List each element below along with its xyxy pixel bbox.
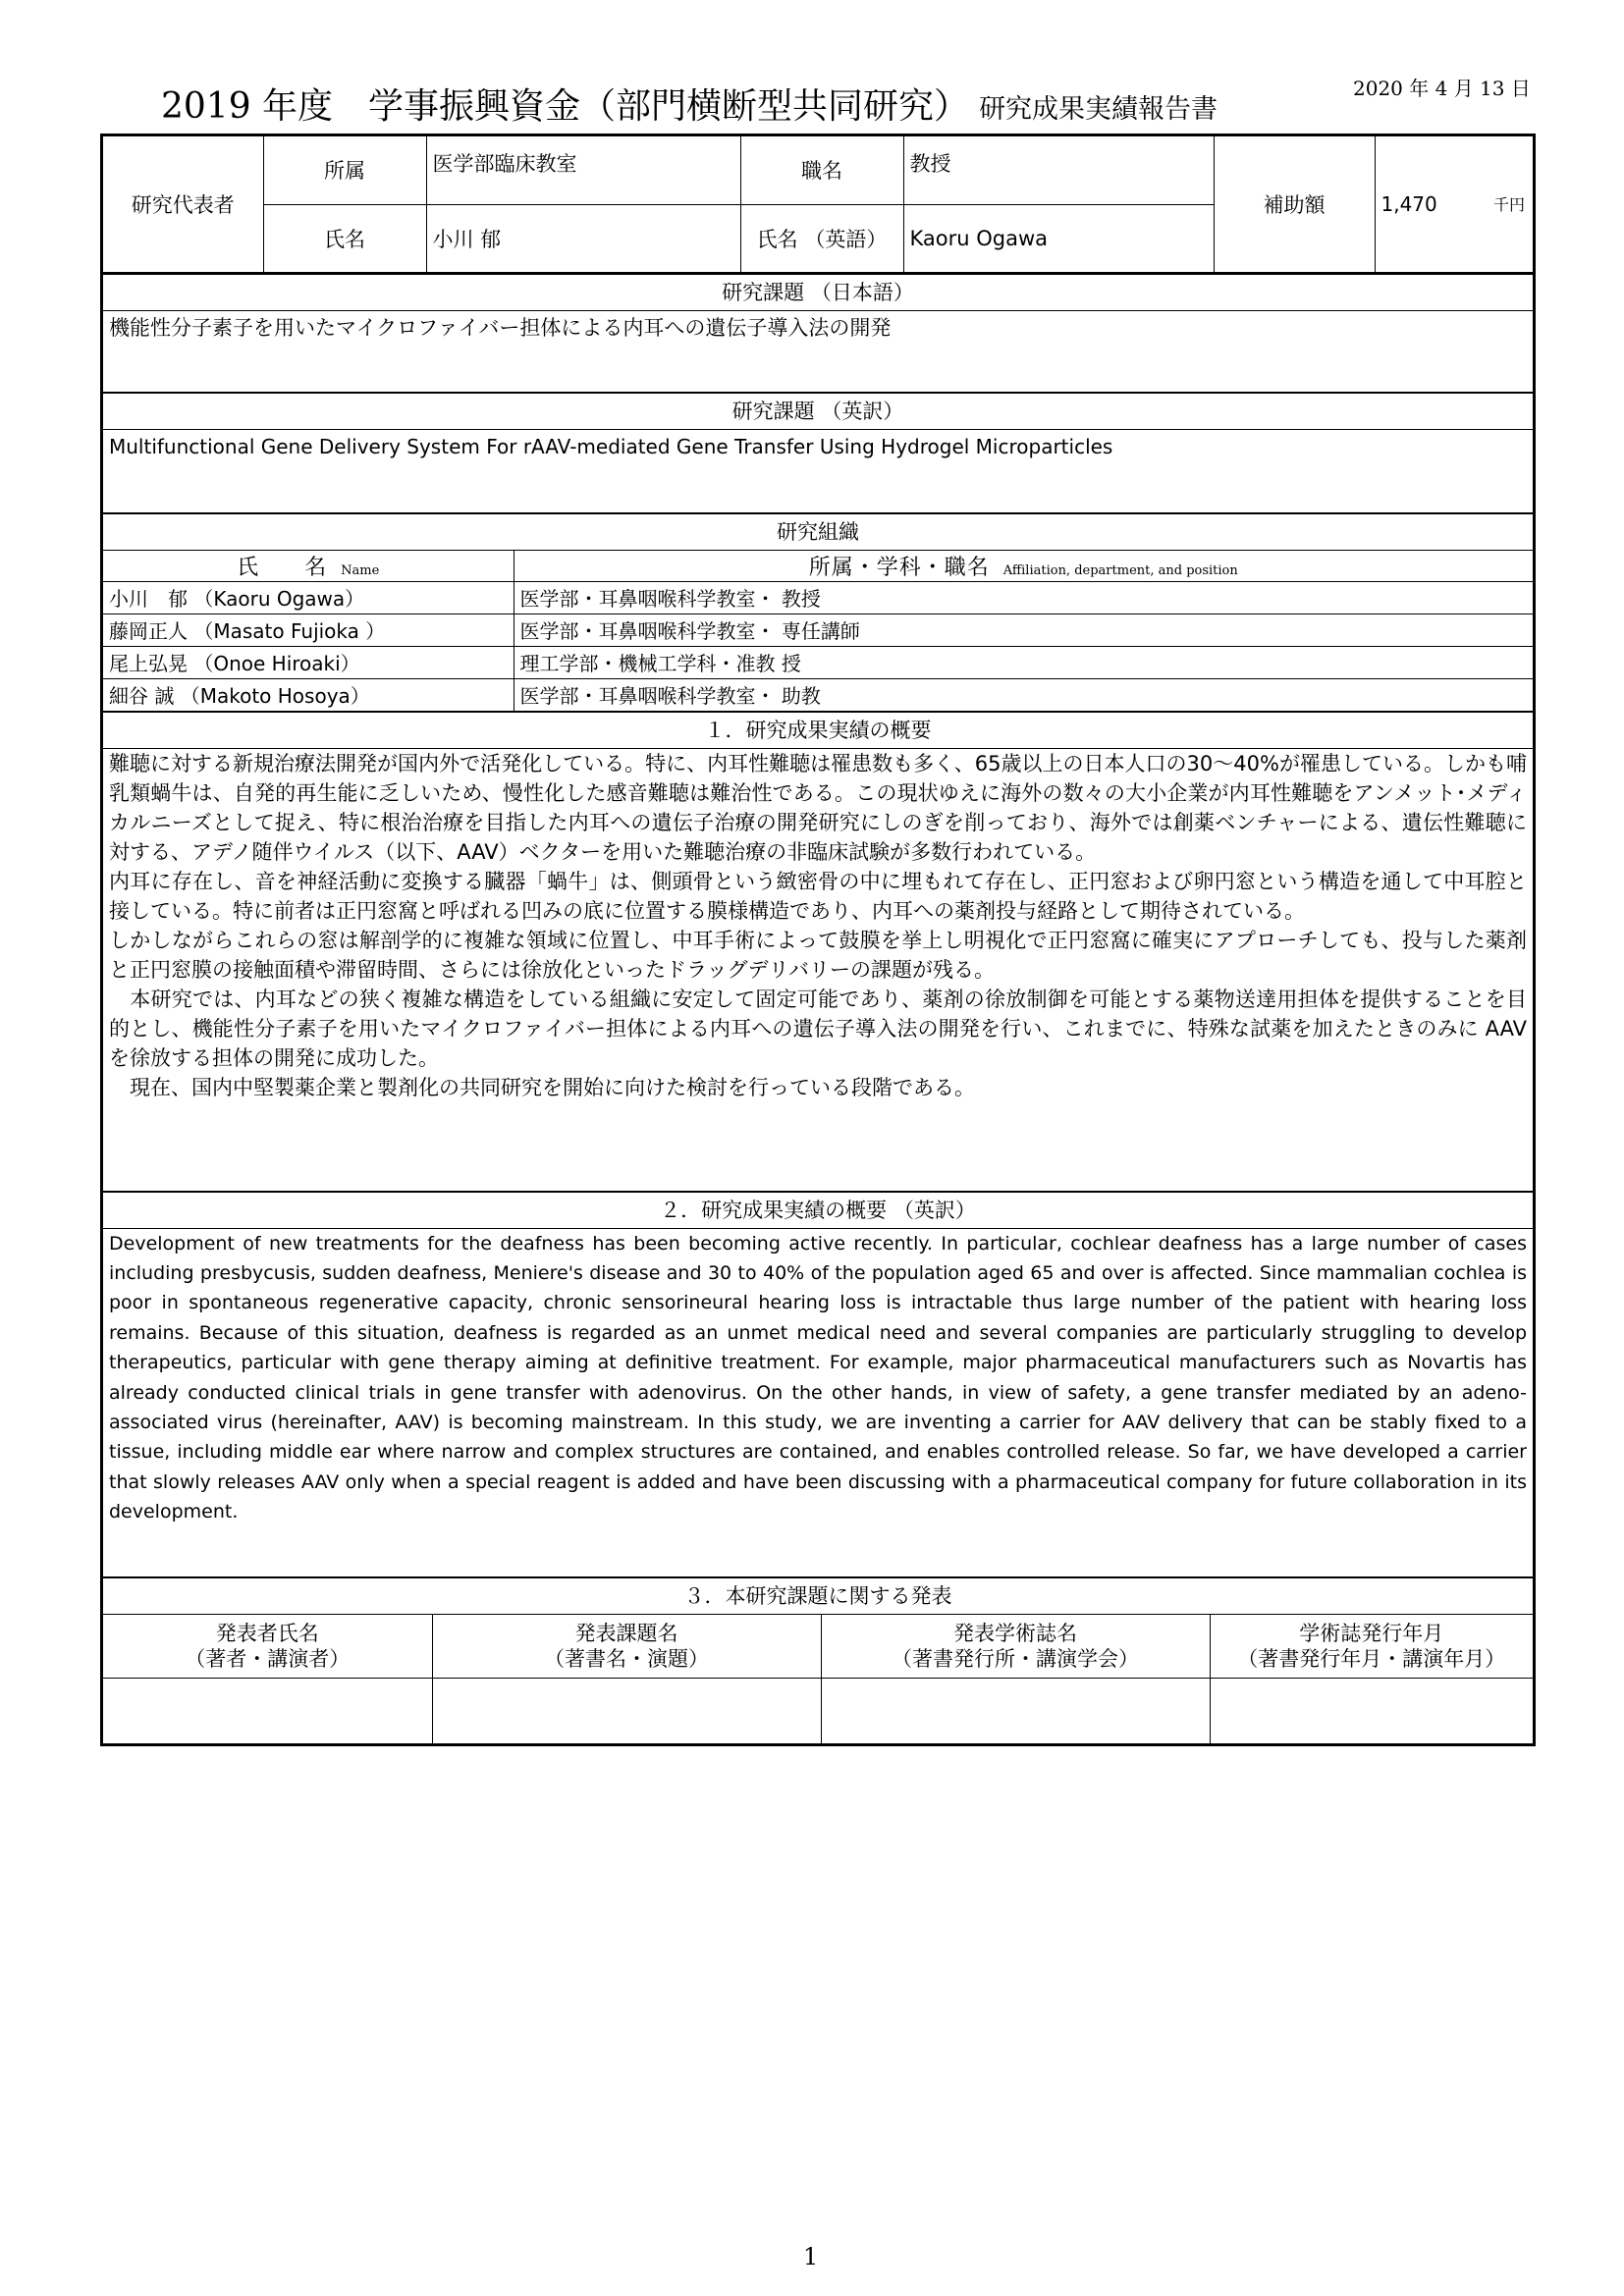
member-name: 尾上弘晃 （Onoe Hiroaki）: [103, 646, 514, 678]
summary-jp-body: [103, 749, 1533, 1191]
table-row: [103, 614, 1533, 646]
pub-col-author: 発表者氏名 （著者・講演者）: [103, 1614, 432, 1678]
summary-en-heading: ２．研究成果実績の概要 （英訳）: [103, 1191, 1533, 1229]
member-name: 細谷 誠 （Makoto Hosoya）: [103, 678, 514, 711]
document-title: [161, 79, 1218, 129]
summary-en-body: [103, 1229, 1533, 1576]
pub-journal-cell: [821, 1678, 1210, 1743]
name-en-label: 氏名 （英語）: [740, 204, 903, 272]
org-col-affiliation: 所属・学科・職名 Affiliation, department, and position: [514, 550, 1533, 581]
topic-jp-heading: 研究課題 （日本語）: [103, 273, 1533, 311]
name-value: 小川 郁: [426, 204, 740, 272]
summary-jp-paragraph: しかしながらこれらの窓は解剖学的に複雑な領域に位置し、中耳手術によって鼓膜を挙上し明視化で正円窓窩に確実にアプローチしても、投与した薬剤と正円窓膜の接触面積や滞留時間、さらには徐放化といったドラッグデリバリーの課題が残る。: [109, 928, 1527, 982]
member-affiliation: 医学部・耳鼻咽喉科学教室・ 専任講師: [514, 614, 1533, 646]
org-col-name: 氏 名 Name: [103, 550, 514, 581]
name-en-value: Kaoru Ogawa: [903, 204, 1214, 272]
topic-jp-text: 機能性分子素子を用いたマイクロファイバー担体による内耳への遺伝子導入法の開発: [109, 315, 892, 340]
affiliation-label: 所属: [263, 136, 426, 204]
pub-col-title: 発表課題名 （著書名・演題）: [432, 1614, 821, 1678]
grant-label: 補助額: [1214, 136, 1375, 272]
table-row: [103, 581, 1533, 614]
table-row: [103, 1678, 1533, 1743]
pub-author-cell: [103, 1678, 432, 1743]
topic-en-heading: 研究課題 （英訳）: [103, 392, 1533, 430]
title-subtitle: 研究成果実績報告書: [979, 94, 1218, 125]
position-value: 教授: [903, 136, 1214, 204]
publications-heading: ３．本研究課題に関する発表: [103, 1576, 1533, 1614]
organization-table: [103, 550, 1533, 711]
grant-cell: [1375, 136, 1533, 272]
publications-header-row: [103, 1614, 1533, 1678]
table-row: [103, 646, 1533, 678]
title-main: 2019 年度 学事振興資金（部門横断型共同研究）: [161, 86, 970, 127]
summary-jp-paragraph: 難聴に対する新規治療法開発が国内外で活発化している。特に、内耳性難聴は罹患数も多く、65歳以上の日本人口の30～40%が罹患している。しかも哺乳類蝸牛は、自発的再生能に乏しいため、慢性化した感音難聴は難治性である。この現状ゆえに海外の数々の大小企業が内耳性難聴をアンメット･メディカルニーズとして捉え、特に根治治療を目指した内耳への遺伝子治療の開発研究にしのぎを削っており、海外では創薬ベンチャーによる、遺伝性難聴に対する、アデノ随伴ウイルス（以下、AAV）ベクターを用いた難聴治療の非臨床試験が多数行われている。: [109, 751, 1527, 864]
publications-table: [103, 1614, 1533, 1743]
representative-label: 研究代表者: [103, 136, 263, 272]
grant-unit: 千円: [1492, 194, 1525, 214]
topic-en-text: Multifunctional Gene Delivery System For rAAV-mediated Gene Transfer Using Hydrogel Microparticles: [109, 434, 1113, 458]
member-affiliation: 医学部・耳鼻咽喉科学教室・ 教授: [514, 581, 1533, 614]
pub-title-cell: [432, 1678, 821, 1743]
summary-jp-paragraph: 内耳に存在し、音を神経活動に変換する臓器「蝸牛」は、側頭骨という緻密骨の中に埋もれて存在し、正円窓および卵円窓という構造を通して中耳腔と接している。特に前者は正円窓窩と呼ばれる凹みの底に位置する膜様構造であり、内耳への薬剤投与経路として期待されている。: [109, 869, 1527, 923]
representative-table: [103, 136, 1533, 273]
member-name: 藤岡正人 （Masato Fujioka ）: [103, 614, 514, 646]
organization-header-row: [103, 550, 1533, 581]
report-form: [100, 133, 1536, 1746]
report-date: 2020 年 4 月 13 日: [1353, 77, 1531, 100]
pub-col-journal: 発表学術誌名 （著書発行所・講演学会）: [821, 1614, 1210, 1678]
organization-heading: 研究組織: [103, 512, 1533, 550]
affiliation-value: 医学部臨床教室: [426, 136, 740, 204]
name-label: 氏名: [263, 204, 426, 272]
member-affiliation: 医学部・耳鼻咽喉科学教室・ 助教: [514, 678, 1533, 711]
summary-jp-paragraph: 現在、国内中堅製薬企業と製剤化の共同研究を開始に向けた検討を行っている段階である。: [109, 1075, 975, 1099]
pub-col-date: 学術誌発行年月 （著書発行年月・講演年月）: [1210, 1614, 1533, 1678]
pub-date-cell: [1210, 1678, 1533, 1743]
summary-en-text: Development of new treatments for the deafness has been becoming active recently. In particular, cochlear deafness has a large number of cases including presbycusis, sudden deafness, Meniere's disease and 30 to 40% of the population aged 65 and over is affected. Since mammalian cochlea is poor in spontaneous regenerative capacity, chronic sensorineural hearing loss is intractable thus large number of the patient with hearing loss remains. Because of this situation, deafness is regarded as an unmet medical need and several companies are particularly struggling to develop therapeutics, particular with gene therapy aiming at definitive treatment. For example, major pharmaceutical manufacturers such as Novartis has already conducted clinical trials in gene transfer with adenovirus. On the other hands, in view of safety, a gene transfer mediated by an adeno-associated virus (hereinafter, AAV) is becoming mainstream. In this study, we are inventing a carrier for AAV delivery that can be stably fixed to a tissue, including middle ear where narrow and complex structures are contained, and enables controlled release. So far, we have developed a carrier that slowly releases AAV only when a special reagent is added and have been discussing with a pharmaceutical company for future collaboration in its development.: [109, 1232, 1527, 1523]
page-number: 1: [803, 2243, 819, 2270]
member-name: 小川 郁 （Kaoru Ogawa）: [103, 581, 514, 614]
summary-jp-heading: １．研究成果実績の概要: [103, 711, 1533, 749]
summary-jp-paragraph: 本研究では、内耳などの狭く複雑な構造をしている組織に安定して固定可能であり、薬剤の徐放制御を可能とする薬物送達用担体を提供することを目的とし、機能性分子素子を用いたマイクロファイバー担体による内耳への遺伝子導入法の開発を行い、これまでに、特殊な試薬を加えたときのみに AAV を徐放する担体の開発に成功した。: [109, 987, 1527, 1070]
member-affiliation: 理工学部・機械工学科・准教 授: [514, 646, 1533, 678]
position-label: 職名: [740, 136, 903, 204]
grant-amount: 1,470: [1380, 191, 1437, 216]
table-row: [103, 678, 1533, 711]
